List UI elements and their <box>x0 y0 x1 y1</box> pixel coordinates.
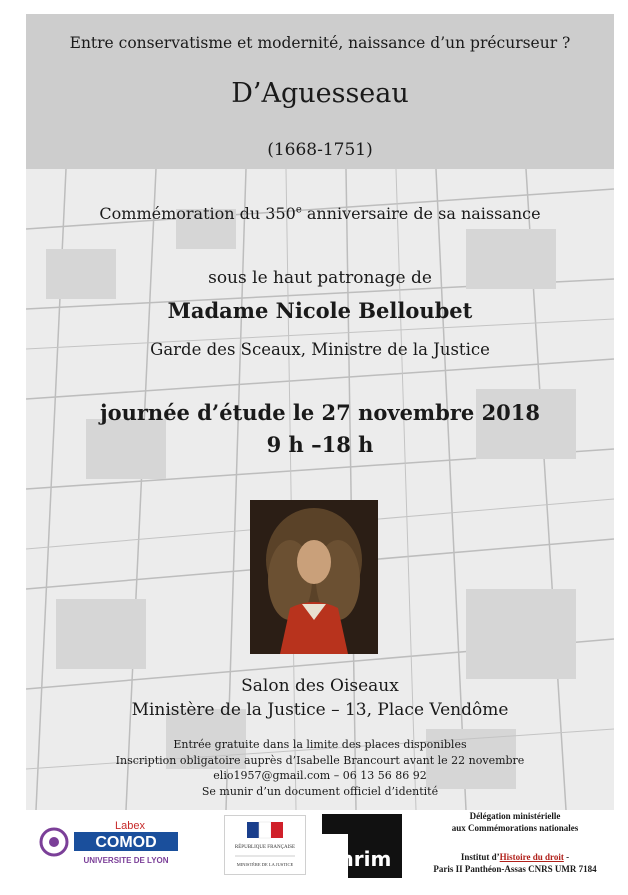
institute-text <box>410 851 620 875</box>
delegation-line-2: aux Commémorations nationales <box>451 823 579 833</box>
rf-ministry-text: MINISTÈRE DE LA JUSTICE <box>236 862 294 867</box>
comod-sub-text: UNIVERSITE DE LYON <box>83 856 169 865</box>
comod-main-text: COMOD <box>95 834 157 851</box>
info-line: Se munir d’un document officiel d’identité <box>201 785 439 798</box>
info-line: Entrée gratuite dans la limite des places disponibles <box>173 738 467 751</box>
patronage-label: sous le haut patronage de <box>208 268 432 288</box>
ihrim-logo <box>322 814 402 878</box>
institute-line-2: Paris II Panthéon-Assas CNRS UMR 7184 <box>433 864 597 874</box>
life-dates: (1668-1751) <box>267 140 373 160</box>
minister-name: Madame Nicole Belloubet <box>167 298 473 323</box>
venue-address: Ministère de la Justice – 13, Place Vendôme <box>131 700 509 720</box>
poster-title-name: D’Aguesseau <box>231 78 409 109</box>
rf-text: RÉPUBLIQUE FRANÇAISE <box>234 845 296 850</box>
event-hours: 9 h –18 h <box>266 432 374 457</box>
portrait-image <box>250 500 378 654</box>
poster-subtitle: Entre conservatisme et modernité, naissance d’un précurseur ? <box>69 34 571 52</box>
comod-labex-text: Labex <box>115 820 145 832</box>
minister-title: Garde des Sceaux, Ministre de la Justice <box>150 340 490 359</box>
ihrim-text: ihrim <box>332 847 392 871</box>
delegation-line-1: Délégation ministérielle <box>469 811 561 821</box>
venue-name: Salon des Oiseaux <box>241 676 399 696</box>
contact-email-phone[interactable]: elio1957@gmail.com – 06 13 56 86 92 <box>213 769 427 782</box>
event-date: journée d’étude le 27 novembre 2018 <box>99 400 541 425</box>
delegation-text <box>410 810 620 834</box>
institute-line-1: Institut d’Histoire du droit - <box>460 852 570 862</box>
republique-francaise-logo <box>224 815 306 875</box>
labex-comod-logo <box>38 818 178 868</box>
institute-link[interactable]: Histoire du droit <box>499 852 564 862</box>
commemoration-line: Commémoration du 350e anniversaire de sa naissance <box>99 204 541 223</box>
info-line: Inscription obligatoire auprès d’Isabelle Brancourt avant le 22 novembre <box>115 754 525 767</box>
